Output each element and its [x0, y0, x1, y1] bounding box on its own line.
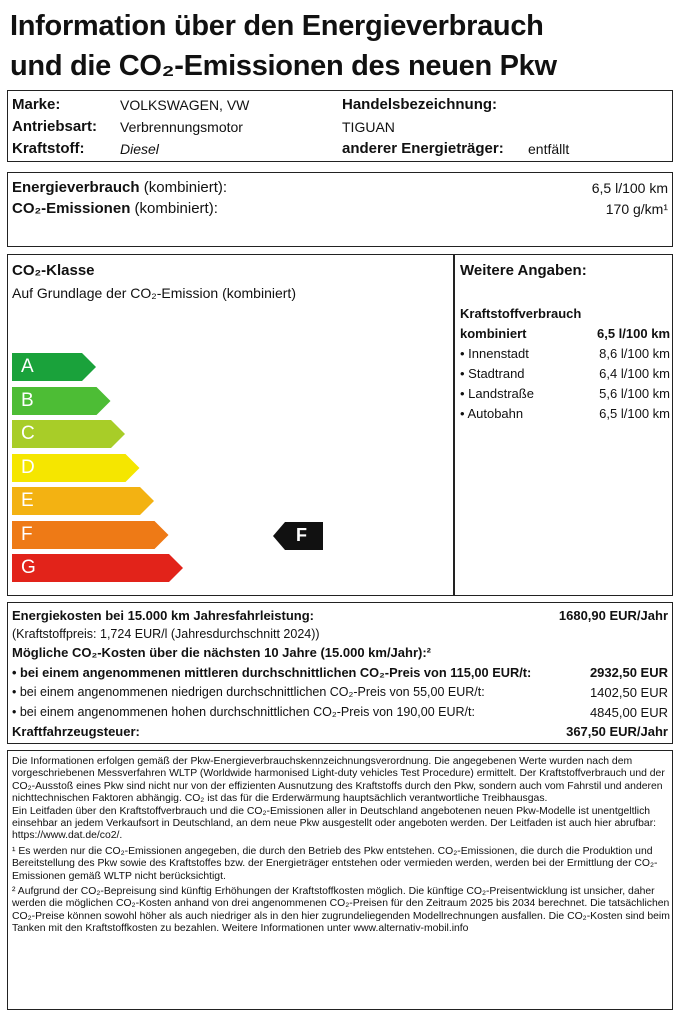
energy-costs-value: 1680,90 EUR/Jahr	[558, 608, 668, 623]
co2-emissions-label: CO₂-Emissionen	[12, 200, 131, 217]
legal-notes	[12, 756, 670, 936]
co2-cost-high-label: • bei einem angenommenen hohen durchschnittlichen CO₂-Preis von 190,00 EUR/t:	[12, 705, 475, 719]
co2-class-bar-f	[12, 521, 169, 549]
co2-class-subtitle: Auf Grundlage der CO₂-Emission (kombiniert)	[12, 285, 296, 301]
co2-costs-heading: Mögliche CO₂-Kosten über die nächsten 10 Jahre (15.000 km/Jahr):²	[12, 645, 432, 660]
footnote-2: ² Aufgrund der CO₂-Bepreisung sind künftig Erhöhungen der Kraftstoffkosten möglich. Die künftige CO₂-Preisentwicklung ist unsicher, daher werden die möglichen CO₂-Kosten anhand von drei angenommenen CO₂-Preisen für den Zeitraum 2025 bis 2034 berechnet. Die tatsächlichen CO₂-Preise können sowohl höher als auch niedriger als in den hier zugrundeliegenden Modellrechnungen ausfallen. Die CO₂-Kosten sind beim Tanken mit den Kraftstoffkosten zu bezahlen. Weitere Informationen unter www.alternativ-mobil.info	[12, 886, 670, 935]
co2-class-bar-label-b: B	[21, 389, 34, 411]
title-line-1: Information über den Energieverbrauch	[10, 10, 544, 42]
combined-value: 6,5 l/100 km	[597, 326, 670, 341]
co2-cost-mid-value: 2932,50 EUR	[589, 665, 668, 680]
energy-consumption-value: 6,5 l/100 km	[591, 180, 668, 196]
co2-cost-high-value: 4845,00 EUR	[589, 705, 668, 720]
trade-name-value: TIGUAN	[342, 119, 395, 135]
energy-consumption-row	[12, 179, 227, 196]
energy-consumption-label: Energieverbrauch	[12, 179, 140, 196]
co2-emissions-row	[12, 200, 218, 217]
fuel-value: Diesel	[120, 141, 159, 157]
consumption-item-value: 8,6 l/100 km	[599, 346, 670, 361]
legal-paragraph-2: Ein Leitfaden über den Kraftstoffverbrauch und die CO₂-Emissionen aller in Deutschland angebotenen neuen Pkw-Modelle ist unentgeltlich einsehbar an jedem Verkaufsort in Deutschland, an dem neue Pkw ausgestellt oder angeboten werden. Der Leitfaden ist auch hier abrufbar: https://www.dat.de/co2/.	[12, 805, 657, 842]
consumption-item-label: • Innenstadt	[460, 346, 529, 361]
co2-class-bar-label-d: D	[21, 456, 35, 478]
energy-costs-label: Energiekosten bei 15.000 km Jahresfahrleistung:	[12, 608, 315, 623]
fuel-label: Kraftstoff:	[12, 140, 85, 157]
drive-label: Antriebsart:	[12, 118, 98, 135]
current-class-label: F	[296, 525, 307, 545]
page-title	[10, 6, 557, 86]
co2-class-bar-label-f: F	[21, 523, 33, 545]
co2-class-bar-c	[12, 420, 125, 448]
vehicle-tax-label: Kraftfahrzeugsteuer:	[12, 724, 140, 739]
co2-emissions-value: 170 g/km¹	[605, 201, 668, 217]
co2-class-bar-d	[12, 454, 140, 482]
brand-value: VOLKSWAGEN, VW	[120, 97, 250, 113]
brand-label: Marke:	[12, 96, 61, 113]
other-energy-label: anderer Energieträger:	[342, 140, 504, 157]
consumption-item-label: • Autobahn	[460, 406, 524, 421]
co2-class-bar-label-a: A	[21, 356, 34, 377]
consumption-item-value: 6,4 l/100 km	[599, 366, 670, 381]
vehicle-info-box	[7, 90, 673, 162]
co2-class-bar-g	[12, 554, 183, 582]
co2-class-bar-shape-f	[12, 521, 169, 549]
consumption-item-label: • Landstraße	[460, 386, 534, 401]
co2-class-bar-shape-g	[12, 554, 183, 582]
consumption-item-value: 5,6 l/100 km	[599, 386, 670, 401]
drive-value: Verbrennungsmotor	[120, 119, 243, 135]
trade-name-label: Handelsbezeichnung:	[342, 96, 498, 113]
co2-class-bar-label-e: E	[21, 490, 34, 511]
consumption-item-label: • Stadtrand	[460, 366, 525, 381]
other-energy-value: entfällt	[528, 141, 570, 157]
co2-class-bar-a	[12, 353, 96, 381]
fuel-consumption-heading: Kraftstoffverbrauch	[460, 306, 582, 321]
legal-paragraph-1: Die Informationen erfolgen gemäß der Pkw-Energieverbrauchskennzeichnungsverordnung. Die angegebenen Werte wurden nach dem vorgeschriebenen Messverfahren WLTP (Worldwide harmonised Light-duty vehicles Test Procedure) ermittelt. Der Kraftstoffverbrauch und der CO₂-Ausstoß eines Pkw sind nicht nur von der effizienten Ausnutzung des Kraftstoffs durch den Pkw, sondern auch vom Fahrstil und anderen nichttechnischen Faktoren abhängig. CO₂ ist das für die Erderwärmung hauptsächlich verantwortliche Treibhausgas.	[12, 756, 665, 805]
further-info-title: Weitere Angaben:	[460, 262, 587, 279]
co2-class-bar-e	[12, 487, 154, 515]
co2-class-bar-b	[12, 387, 111, 415]
combined-label: kombiniert	[460, 326, 527, 341]
consumption-item-value: 6,5 l/100 km	[599, 406, 670, 421]
co2-cost-low-value: 1402,50 EUR	[589, 685, 668, 700]
vehicle-tax-value: 367,50 EUR/Jahr	[566, 724, 668, 739]
co2-cost-low-label: • bei einem angenommenen niedrigen durchschnittlichen CO₂-Preis von 55,00 EUR/t:	[12, 685, 485, 699]
footnote-1: ¹ Es werden nur die CO₂-Emissionen angegeben, die durch den Betrieb des Pkw entstehen. CO₂-Emissionen, die durch die Produktion und Bereitstellung des Pkw sowie des Kraftstoffes bzw. der Energieträger entstehen oder vermieden werden, werden bei der Ermittlung der CO₂-Emissionen gemäß WLTP nicht berücksichtigt.	[12, 845, 658, 882]
co2-class-bar-label-g: G	[21, 557, 36, 578]
current-class-marker	[273, 522, 323, 550]
energy-consumption-suffix: (kombiniert):	[139, 179, 228, 196]
title-line-2: und die CO₂-Emissionen des neuen Pkw	[10, 50, 557, 82]
co2-emissions-suffix: (kombiniert):	[130, 200, 218, 217]
co2-class-title: CO₂-Klasse	[12, 262, 95, 279]
co2-class-bar-label-c: C	[21, 423, 35, 444]
fuel-price-note: (Kraftstoffpreis: 1,724 EUR/l (Jahresdurchschnitt 2024))	[12, 627, 320, 641]
co2-cost-mid-label: • bei einem angenommenen mittleren durchschnittlichen CO₂-Preis von 115,00 EUR/t:	[12, 665, 532, 680]
